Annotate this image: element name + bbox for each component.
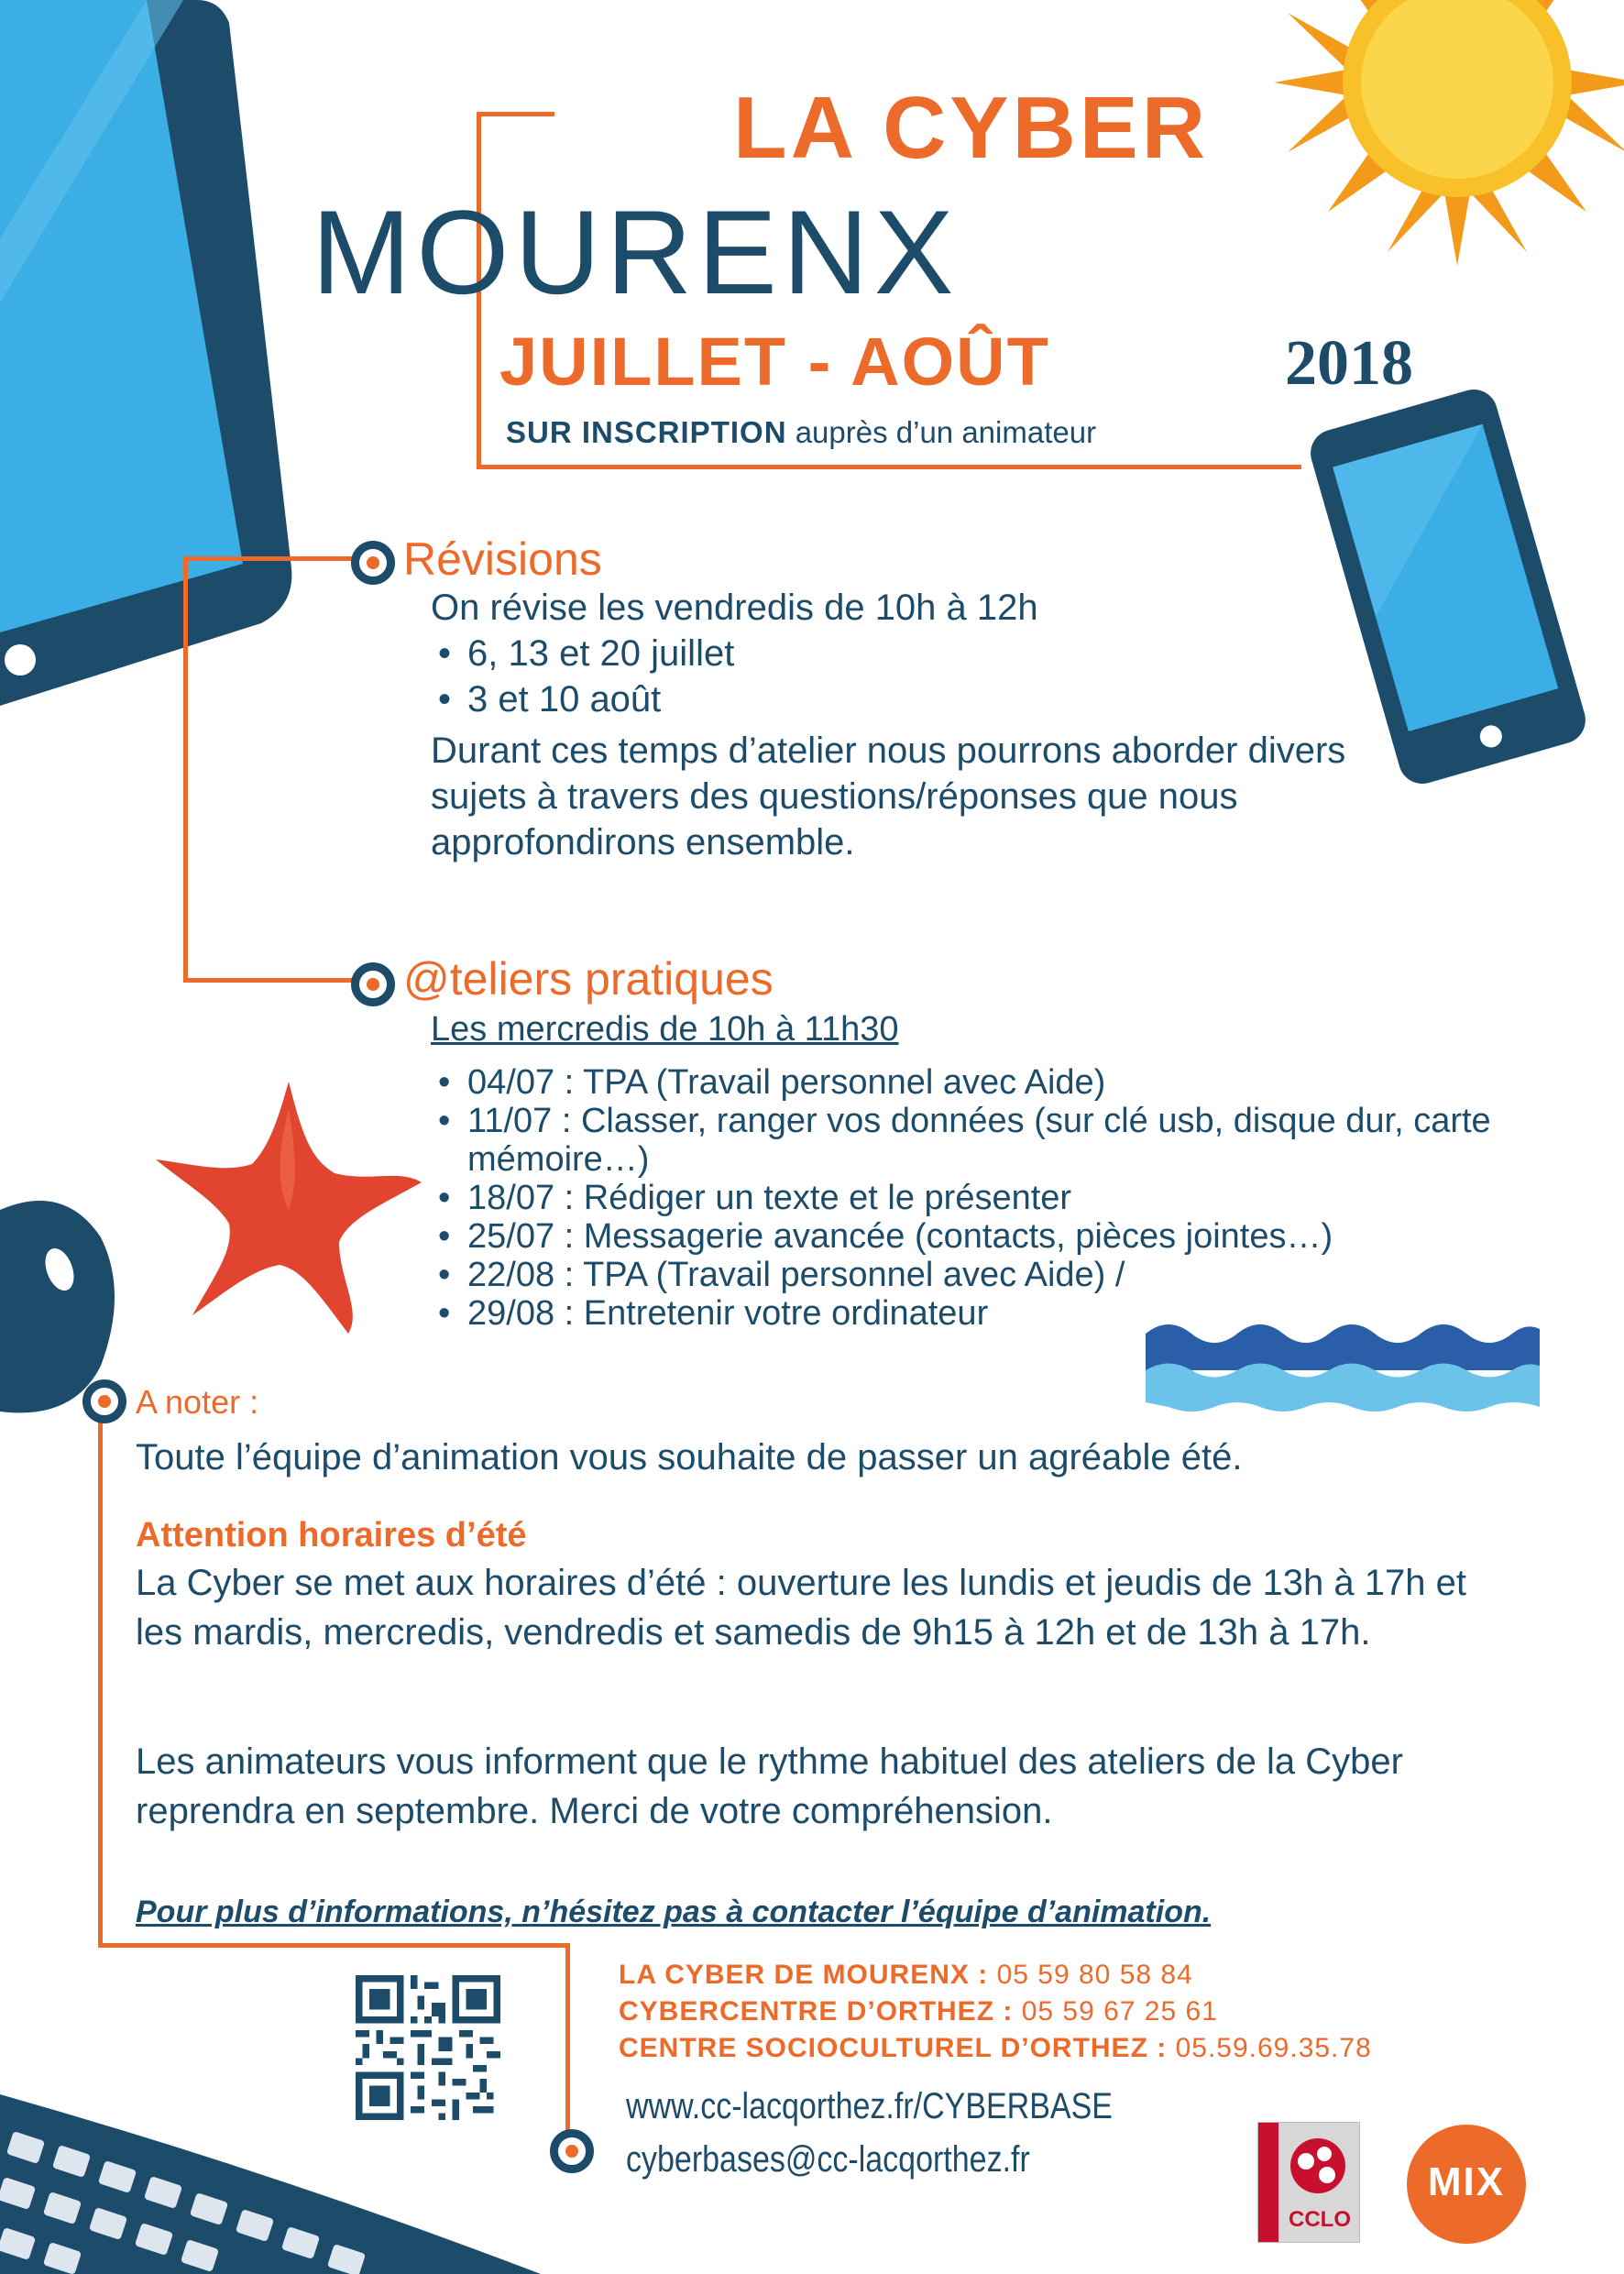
list-item: • 29/08 : Entretenir votre ordinateur bbox=[431, 1294, 1604, 1333]
contact-row: CYBERCENTRE D’ORTHEZ : 05 59 67 25 61 bbox=[619, 1996, 1218, 2027]
revisions-body bbox=[431, 585, 1402, 865]
ateliers-schedule: Les mercredis de 10h à 11h30 bbox=[431, 1010, 899, 1049]
cclo-logo bbox=[1257, 2122, 1360, 2243]
brand-line2: MOURENX bbox=[312, 185, 960, 319]
list-item: • 11/07 : Classer, ranger vos données (sur clé usb, disque dur, carte mémoire…) bbox=[431, 1102, 1604, 1179]
resume-text: Les animateurs vous informent que le rythme habituel des ateliers de la Cyber reprendra en septembre. Merci de votre compréhension. bbox=[136, 1741, 1403, 1831]
connector-line bbox=[98, 1421, 103, 1948]
contact-row: LA CYBER DE MOURENX : 05 59 80 58 84 bbox=[619, 1960, 1193, 1990]
contact-phone[interactable]: 05.59.69.35.78 bbox=[1175, 2033, 1372, 2063]
more-info-link[interactable]: Pour plus d’informations, n’hésitez pas à contacter l’équipe d’animation. bbox=[136, 1895, 1212, 1929]
cclo-logo-text: CCLO bbox=[1289, 2207, 1351, 2232]
registration-line bbox=[506, 412, 1096, 453]
contact-name: CYBERCENTRE D’ORTHEZ bbox=[619, 1996, 995, 2027]
list-item: • 22/08 : TPA (Travail personnel avec Aide) / bbox=[431, 1256, 1604, 1294]
connector-line bbox=[183, 978, 357, 983]
revisions-intro: On révise les vendredis de 10h à 12h bbox=[431, 588, 1038, 628]
contact-phone[interactable]: 05 59 67 25 61 bbox=[1021, 1996, 1218, 2027]
connector-line bbox=[477, 465, 1301, 469]
contact-row: CENTRE SOCIOCULTUREL D’ORTHEZ : 05.59.69.35.78 bbox=[619, 2033, 1372, 2063]
registration-rest: auprès d’un animateur bbox=[795, 415, 1097, 449]
mix-logo-text: MIX bbox=[1427, 2159, 1506, 2204]
bullet-ring bbox=[550, 2129, 594, 2173]
connector-line bbox=[183, 556, 188, 983]
ateliers-title: @teliers pratiques bbox=[403, 953, 774, 1005]
period-title: JUILLET - AOÛT bbox=[499, 324, 1050, 400]
connector-line bbox=[183, 556, 357, 561]
list-item: • 04/07 : TPA (Travail personnel avec Aide) bbox=[431, 1063, 1604, 1102]
sun-illustration bbox=[1274, 0, 1624, 302]
contact-name: CENTRE SOCIOCULTUREL D’ORTHEZ bbox=[619, 2033, 1148, 2063]
bullet-ring bbox=[82, 1379, 126, 1423]
connector-line bbox=[565, 1943, 570, 2136]
mix-logo bbox=[1407, 2125, 1526, 2244]
starfish-illustration bbox=[151, 1072, 426, 1338]
list-item: • 6, 13 et 20 juillet bbox=[431, 631, 1402, 676]
notes-title: A noter : bbox=[136, 1383, 259, 1421]
hours-text: La Cyber se met aux horaires d’été : ouverture les lundis et jeudis de 13h à 17h et les mardis, mercredis, vendredis et samedis de 9h15 à 12h et de 13h à 17h. bbox=[136, 1563, 1466, 1653]
list-item: • 3 et 10 août bbox=[431, 676, 1402, 722]
tablet-illustration bbox=[0, 0, 302, 724]
contact-phone[interactable]: 05 59 80 58 84 bbox=[996, 1960, 1193, 1990]
contacts-block bbox=[619, 1957, 1372, 2067]
qr-code[interactable] bbox=[356, 1975, 500, 2120]
contact-name: LA CYBER DE MOURENX bbox=[619, 1960, 970, 1990]
email-link[interactable]: cyberbases@cc-lacqorthez.fr bbox=[626, 2139, 1030, 2180]
list-item: • 25/07 : Messagerie avancée (contacts, pièces jointes…) bbox=[431, 1217, 1604, 1256]
cclo-logo-mark bbox=[1286, 2134, 1350, 2198]
hours-title: Attention horaires d’été bbox=[136, 1516, 527, 1554]
revisions-description: Durant ces temps d’atelier nous pourrons aborder divers sujets à travers des questions/réponses que nous approfondirons ensemble. bbox=[431, 731, 1346, 862]
bullet-ring bbox=[351, 541, 395, 585]
website-link[interactable]: www.cc-lacqorthez.fr/CYBERBASE bbox=[626, 2086, 1113, 2126]
ateliers-list bbox=[431, 1063, 1604, 1333]
registration-bold: SUR INSCRIPTION bbox=[506, 415, 787, 449]
connector-line bbox=[477, 112, 554, 116]
bullet-ring bbox=[351, 962, 395, 1006]
brand-line1: LA CYBER bbox=[733, 79, 1210, 177]
notes-wish: Toute l’équipe d’animation vous souhaite de passer un agréable été. bbox=[136, 1437, 1243, 1478]
connector-line bbox=[98, 1943, 570, 1948]
revisions-title: Révisions bbox=[403, 533, 602, 585]
list-item: • 18/07 : Rédiger un texte et le présenter bbox=[431, 1179, 1604, 1217]
revisions-dates bbox=[431, 631, 1402, 722]
year: 2018 bbox=[1285, 328, 1413, 399]
